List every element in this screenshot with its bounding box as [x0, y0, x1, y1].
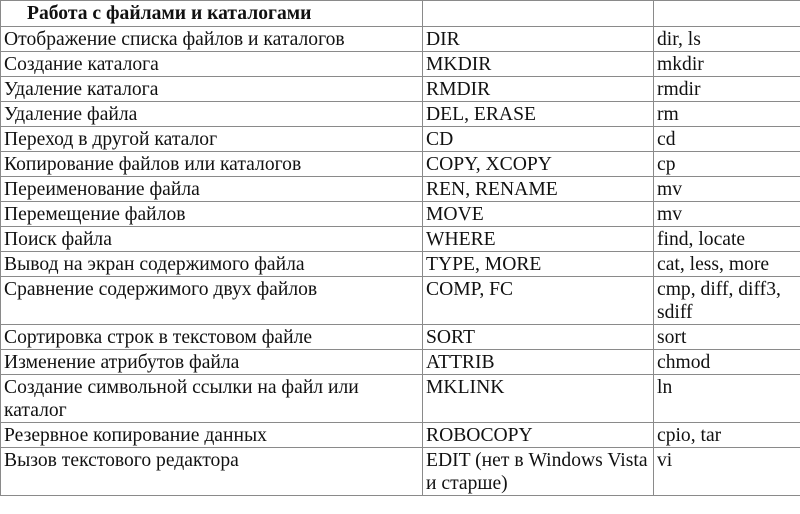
task-cell: Копирование файлов или каталогов	[1, 152, 423, 177]
unix-command-cell: mv	[654, 202, 800, 227]
task-cell: Поиск файла	[1, 227, 423, 252]
task-cell: Переход в другой каталог	[1, 127, 423, 152]
windows-command-cell: DEL, ERASE	[423, 102, 654, 127]
unix-command-cell: cpio, tar	[654, 423, 800, 448]
task-cell: Вызов текстового редактора	[1, 448, 423, 496]
task-cell: Сортировка строк в текстовом файле	[1, 325, 423, 350]
windows-command-cell: COPY, XCOPY	[423, 152, 654, 177]
header-empty-cell	[654, 1, 800, 27]
table-row	[1, 350, 800, 375]
unix-command-cell: dir, ls	[654, 27, 800, 52]
windows-command-cell: COMP, FC	[423, 277, 654, 325]
windows-command-cell: MOVE	[423, 202, 654, 227]
windows-command-cell: TYPE, MORE	[423, 252, 654, 277]
task-cell: Удаление каталога	[1, 77, 423, 102]
unix-command-cell: mkdir	[654, 52, 800, 77]
task-cell: Создание каталога	[1, 52, 423, 77]
unix-command-cell: sort	[654, 325, 800, 350]
header-empty-cell	[423, 1, 654, 27]
windows-command-cell: WHERE	[423, 227, 654, 252]
table-row	[1, 27, 800, 52]
windows-command-cell: DIR	[423, 27, 654, 52]
task-cell: Перемещение файлов	[1, 202, 423, 227]
table-row	[1, 448, 800, 496]
task-cell: Отображение списка файлов и каталогов	[1, 27, 423, 52]
unix-command-cell: cd	[654, 127, 800, 152]
windows-command-cell: SORT	[423, 325, 654, 350]
table-row	[1, 52, 800, 77]
unix-command-cell: rm	[654, 102, 800, 127]
task-cell: Вывод на экран содержимого файла	[1, 252, 423, 277]
unix-command-cell: rmdir	[654, 77, 800, 102]
table-row	[1, 277, 800, 325]
windows-command-cell: RMDIR	[423, 77, 654, 102]
table-row	[1, 202, 800, 227]
table-row	[1, 423, 800, 448]
table-row	[1, 177, 800, 202]
windows-command-cell: EDIT (нет в Windows Vista и старше)	[423, 448, 654, 496]
task-cell: Сравнение содержимого двух файлов	[1, 277, 423, 325]
unix-command-cell: ln	[654, 375, 800, 423]
task-cell: Удаление файла	[1, 102, 423, 127]
task-cell: Резервное копирование данных	[1, 423, 423, 448]
table-title: Работа с файлами и каталогами	[1, 1, 423, 27]
table-row	[1, 227, 800, 252]
unix-command-cell: cat, less, more	[654, 252, 800, 277]
table-row	[1, 127, 800, 152]
windows-command-cell: CD	[423, 127, 654, 152]
task-cell: Переименование файла	[1, 177, 423, 202]
windows-command-cell: REN, RENAME	[423, 177, 654, 202]
table-row	[1, 77, 800, 102]
table-row	[1, 375, 800, 423]
table-row	[1, 325, 800, 350]
unix-command-cell: vi	[654, 448, 800, 496]
windows-command-cell: ROBOCOPY	[423, 423, 654, 448]
task-cell: Создание символьной ссылки на файл или каталог	[1, 375, 423, 423]
unix-command-cell: find, locate	[654, 227, 800, 252]
table-row	[1, 252, 800, 277]
windows-command-cell: MKDIR	[423, 52, 654, 77]
task-cell: Изменение атрибутов файла	[1, 350, 423, 375]
unix-command-cell: cp	[654, 152, 800, 177]
windows-command-cell: ATTRIB	[423, 350, 654, 375]
unix-command-cell: mv	[654, 177, 800, 202]
table-row	[1, 152, 800, 177]
table-header-row	[1, 1, 800, 27]
unix-command-cell: cmp, diff, diff3, sdiff	[654, 277, 800, 325]
table-row	[1, 102, 800, 127]
windows-command-cell: MKLINK	[423, 375, 654, 423]
unix-command-cell: chmod	[654, 350, 800, 375]
table-body	[1, 1, 800, 496]
